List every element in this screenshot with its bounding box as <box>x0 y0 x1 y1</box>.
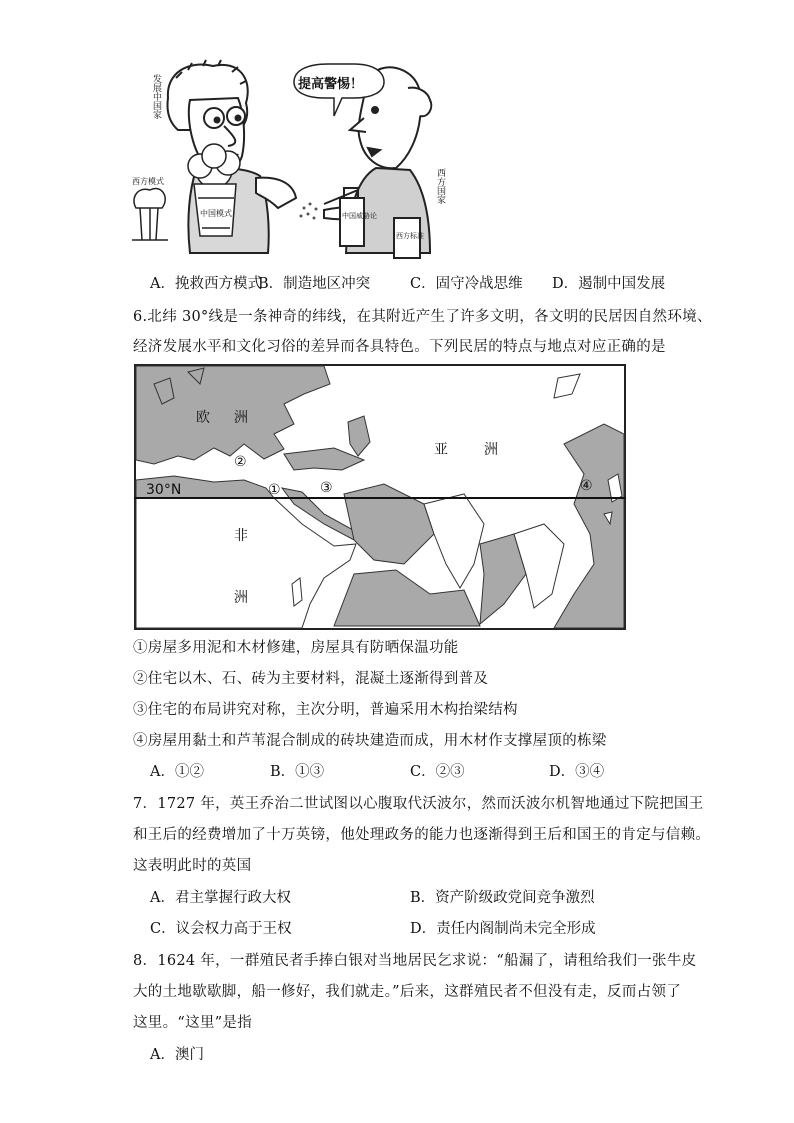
q6-stem-line-1: 6.北纬 30°线是一条神奇的纬线，在其附近产生了许多文明，各文明的民居因自然环境、 <box>133 309 712 325</box>
cartoon-svg <box>128 58 458 268</box>
q6-statement-1: ①房屋多用泥和木材修建，房屋具有防晒保温功能 <box>133 640 459 656</box>
q7-option-a: A．君主掌握行政大权 <box>150 890 291 906</box>
q8-stem-line-1: 8．1624 年，一群殖民者手捧白银对当地居民乞求说：“船漏了，请租给我们一张牛皮 <box>133 953 697 969</box>
cartoon-illustration <box>128 58 458 268</box>
western-model-plant <box>132 189 168 240</box>
latitude-30-map <box>134 364 626 630</box>
spray-droplets <box>300 203 318 220</box>
western-model-label: 西方模式 <box>132 177 164 186</box>
q6-statement-3: ③住宅的布局讲究对称，主次分明，普遍采用木构抬梁结构 <box>133 702 518 718</box>
map-marker-3: ③ <box>320 480 333 496</box>
q6-stem-line-2: 经济发展水平和文化习俗的差异而各具特色。下列民居的特点与地点对应正确的是 <box>133 339 666 355</box>
q7-option-b: B．资产阶级政党间竞争激烈 <box>410 890 595 906</box>
map-marker-4: ④ <box>580 478 593 494</box>
q5-option-c: C．固守冷战思维 <box>410 276 523 292</box>
q5-option-a: A．挽救西方模式 <box>150 276 262 292</box>
china-model-label: 中国模式 <box>200 209 232 218</box>
q5-option-d: D．遏制中国发展 <box>552 276 666 292</box>
q7-option-c: C．议会权力高于王权 <box>150 921 292 937</box>
q5-option-b: B．制造地区冲突 <box>258 276 371 292</box>
book-label: 西方标准 <box>396 232 424 240</box>
asia-label-1: 亚 <box>434 442 448 458</box>
asia-label-2: 洲 <box>484 442 498 458</box>
q6-option-a: A．①② <box>150 764 204 780</box>
q6-option-d: D．③④ <box>549 764 605 780</box>
q7-stem-line-1: 7．1727 年，英王乔治二世试图以心腹取代沃波尔，然而沃波尔机智地通过下院把国王 <box>133 796 704 812</box>
speech-text: 提高警惕！ <box>298 77 364 92</box>
map-marker-2: ② <box>234 454 247 470</box>
q7-stem-line-3: 这表明此时的英国 <box>133 858 252 874</box>
africa-label-2: 洲 <box>234 590 248 606</box>
map-marker-1: ① <box>268 482 281 498</box>
europe-label-1: 欧 <box>196 410 210 426</box>
latitude-label: 30°N <box>146 482 182 498</box>
q8-stem-line-2: 大的土地歇歇脚，船一修好，我们就走。”后来，这群殖民者不但没有走，反而占领了 <box>133 984 682 1000</box>
q6-option-c: C．②③ <box>410 764 465 780</box>
q6-option-b: B．①③ <box>270 764 325 780</box>
q6-statement-4: ④房屋用黏土和芦苇混合制成的砖块建造而成，用木材作支撑屋顶的栋梁 <box>133 733 607 749</box>
map-svg <box>134 364 626 630</box>
europe-label-2: 洲 <box>234 410 248 426</box>
spray-label: 中国威胁论 <box>342 212 377 220</box>
q8-option-a: A．澳门 <box>150 1047 204 1063</box>
western-countries-label: 西方国家 <box>435 168 445 204</box>
q6-statement-2: ②住宅以木、石、砖为主要材料，混凝土逐渐得到普及 <box>133 671 489 687</box>
q8-stem-line-3: 这里。“这里”是指 <box>133 1015 253 1031</box>
africa-label-1: 非 <box>234 528 248 544</box>
developing-country-label: 发展中国家 <box>151 74 161 119</box>
q7-stem-line-2: 和王后的经费增加了十万英镑，他处理政务的能力也逐渐得到王后和国王的肯定与信赖。 <box>133 827 711 843</box>
q7-option-d: D．责任内阁制尚未完全形成 <box>410 921 596 937</box>
